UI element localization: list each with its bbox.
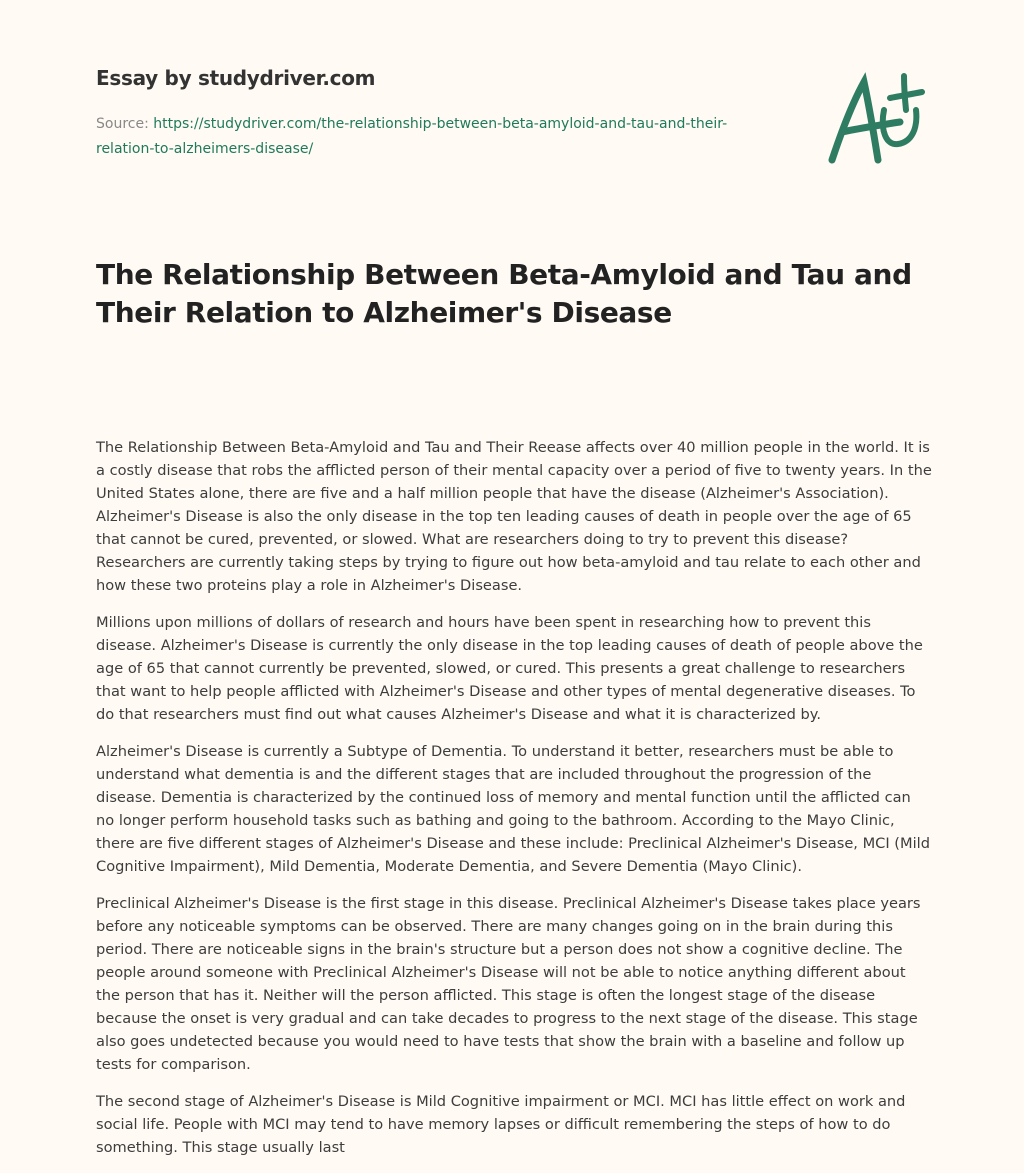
site-name: Essay by studydriver.com (96, 66, 376, 90)
paragraph: Alzheimer's Disease is currently a Subtype of Dementia. To understand it better, researchers must be able to understand what dementia is and the different stages that are included throughout the progression of the disease. Dementia is characterized by the continued loss of memory and mental function until the afflicted can no longer perform household tasks such as bathing and going to the bathroom. According to the Mayo Clinic, there are five different stages of Alzheimer's Disease and these include: Preclinical Alzheimer's Disease, MCI (Mild Cognitive Impairment), Mild Dementia, Moderate Dementia, and Severe Dementia (Mayo Clinic). (96, 743, 930, 875)
source-label: Source: (96, 116, 149, 132)
a-plus-logo-icon (820, 70, 930, 170)
paragraph: Preclinical Alzheimer's Disease is the first stage in this disease. Preclinical Alzheimer's Disease takes place years before any noticeable symptoms can be observed. There are many changes going on in the brain during this period. There are noticeable signs in the brain's structure but a person does not show a cognitive decline. The people around someone with Preclinical Alzheimer's Disease will not be able to notice anything different about the person that has it. Neither will the person afflicted. This stage is often the longest stage of the disease because the onset is very gradual and can take decades to progress to the next stage of the disease. This stage also goes undetected because you would need to have tests that show the brain with a baseline and follow up tests for comparison. (96, 895, 921, 1073)
essay-title: The Relationship Between Beta-Amyloid and Tau and Their Relation to Alzheimer's Disease (96, 258, 912, 329)
essay-header (96, 66, 736, 162)
paragraph: The Relationship Between Beta-Amyloid and Tau and Their Reease affects over 40 million people in the world. It is a costly disease that robs the afflicted person of their mental capacity over a period of five to twenty years. In the United States alone, there are five and a half million people that have the disease (Alzheimer's Association). Alzheimer's Disease is also the only disease in the top ten leading causes of death in people over the age of 65 that cannot be cured, prevented, or slowed. What are researchers doing to try to prevent this disease? Researchers are currently taking steps by trying to figure out how beta-amyloid and tau relate to each other and how these two proteins play a role in Alzheimer's Disease. (96, 439, 932, 594)
essay-body (96, 436, 932, 1173)
source-line (96, 112, 736, 162)
source-link[interactable]: https://studydriver.com/the-relationship-between-beta-amyloid-and-tau-and-their-relation-to-alzheimers-disease/ (96, 116, 728, 157)
paragraph: Millions upon millions of dollars of research and hours have been spent in researching how to prevent this disease. Alzheimer's Disease is currently the only disease in the top leading causes of death of people above the age of 65 that cannot currently be prevented, slowed, or cured. This presents a great challenge to researchers that want to help people afflicted with Alzheimer's Disease and other types of mental degenerative diseases. To do that researchers must find out what causes Alzheimer's Disease and what it is characterized by. (96, 614, 923, 723)
paragraph: The second stage of Alzheimer's Disease is Mild Cognitive impairment or MCI. MCI has little effect on work and social life. People with MCI may tend to have memory lapses or difficult remembering the steps of how to do something. This stage usually last (96, 1093, 906, 1156)
